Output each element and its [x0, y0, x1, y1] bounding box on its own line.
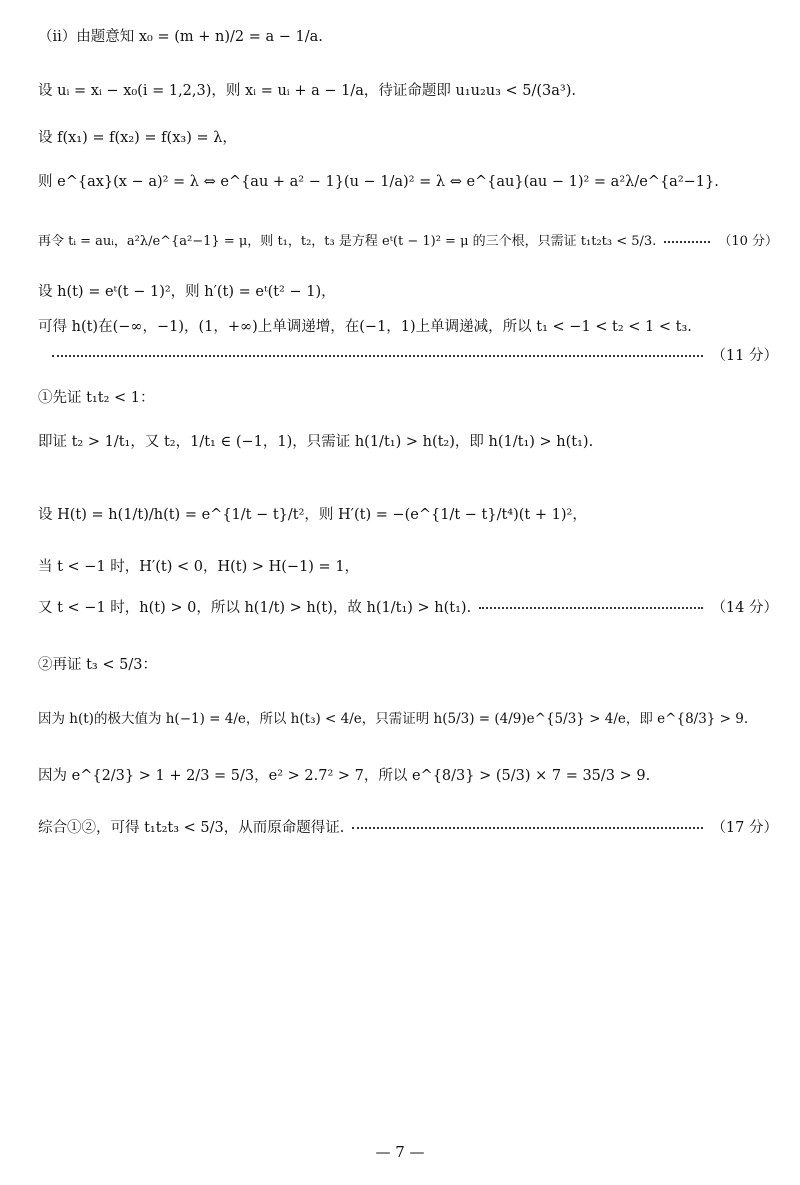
score-line — [52, 346, 778, 366]
score-mark: （11 分） — [711, 348, 778, 364]
line-text: ①先证 t₁t₂ < 1： — [38, 390, 155, 406]
line-text: 当 t < −1 时，H′(t) < 0，H(t) > H(−1) = 1， — [38, 559, 360, 575]
page-number: — 7 — — [375, 1143, 425, 1161]
line-text: 设 f(x₁) = f(x₂) = f(x₃) = λ， — [38, 130, 237, 146]
line-text: 即证 t₂ > 1/t₁，又 t₂，1/t₁ ∈ (−1，1)，只需证 h(1/t₁) > h(t₂)，即 h(1/t₁) > h(t₁). — [38, 434, 594, 450]
dotted-leader — [479, 607, 703, 609]
text-line — [38, 709, 748, 729]
line-text: 设 uᵢ = xᵢ − x₀(i = 1,2,3)，则 xᵢ = uᵢ + a − 1/a，待证命题即 u₁u₂u₃ < 5/(3a³). — [38, 83, 577, 99]
score-mark: （14 分） — [711, 600, 778, 616]
score-mark: （17 分） — [711, 820, 778, 836]
text-line — [38, 27, 323, 47]
line-text: 综合①②，可得 t₁t₂t₃ < 5/3，从而原命题得证. — [38, 820, 345, 836]
text-line — [38, 282, 336, 302]
text-line — [38, 557, 359, 577]
text-line — [38, 655, 157, 675]
line-text: 再令 tᵢ = auᵢ，a²λ/e^{a²−1} = μ，则 t₁，t₂，t₃ 是方程 eᵗ(t − 1)² = μ 的三个根，只需证 t₁t₂t₃ < 5/3. — [38, 234, 657, 249]
line-text: 因为 e^{2/3} > 1 + 2/3 = 5/3，e² > 2.7² > 7，所以 e^{8/3} > (5/3) × 7 = 35/3 > 9. — [38, 768, 651, 784]
text-line — [38, 598, 778, 618]
text-line — [38, 818, 778, 838]
text-line — [38, 232, 778, 252]
dotted-leader — [352, 827, 703, 829]
score-mark: （10 分） — [718, 234, 778, 249]
text-line — [38, 172, 719, 192]
line-text: （ⅱ）由题意知 x₀ = (m + n)/2 = a − 1/a. — [38, 29, 323, 45]
line-text: 则 e^{ax}(x − a)² = λ ⇔ e^{au + a² − 1}(u − 1/a)² = λ ⇔ e^{au}(au − 1)² = a²λ/e^{a²−1}. — [38, 174, 719, 190]
text-line — [38, 317, 692, 337]
text-line — [38, 388, 154, 408]
line-text: 设 h(t) = eᵗ(t − 1)²，则 h′(t) = eᵗ(t² − 1)， — [38, 284, 336, 300]
text-line — [38, 81, 576, 101]
text-line — [38, 128, 237, 148]
line-text: 可得 h(t)在(−∞，−1)，(1，+∞)上单调递增，在(−1，1)上单调递减，所以 t₁ < −1 < t₂ < 1 < t₃. — [38, 319, 692, 335]
text-line — [38, 432, 593, 452]
line-text: 设 H(t) = h(1/t)/h(t) = e^{1/t − t}/t²，则 H′(t) = −(e^{1/t − t}/t⁴)(t + 1)²， — [38, 507, 587, 523]
line-text: 因为 h(t)的极大值为 h(−1) = 4/e，所以 h(t₃) < 4/e，只需证明 h(5/3) = (4/9)e^{5/3} > 4/e，即 e^{8/3} > 9. — [38, 711, 749, 727]
dotted-leader — [664, 241, 710, 243]
line-text: 又 t < −1 时，h(t) > 0，所以 h(1/t) > h(t)，故 h(1/t₁) > h(t₁). — [38, 600, 472, 616]
dotted-leader — [52, 355, 703, 357]
text-line — [38, 505, 587, 525]
line-text: ②再证 t₃ < 5/3： — [38, 657, 157, 673]
text-line — [38, 766, 650, 786]
